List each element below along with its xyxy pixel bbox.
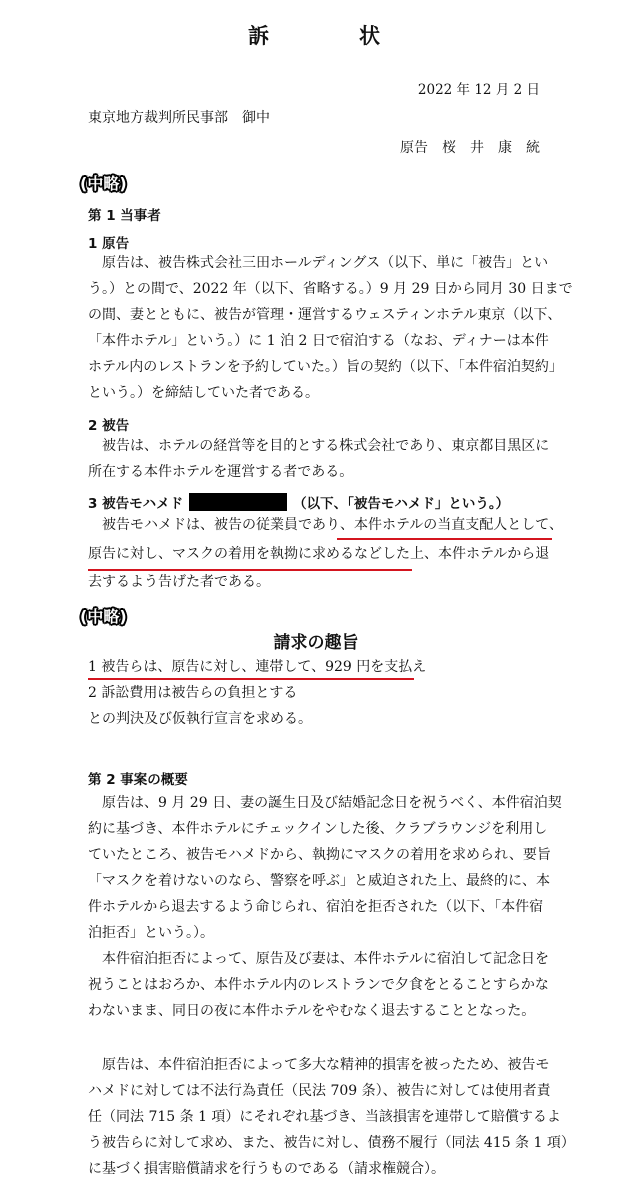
section2-para2-line: 本件宿泊拒否によって、原告及び妻は、本件ホテルに宿泊して記念日を [102, 951, 550, 967]
claims-heading: 請求の趣旨 [273, 633, 359, 653]
sub1-line: 「本件ホテル」という。）に 1 泊 2 日で宿泊する（なお、ディナーは本件 [88, 333, 549, 349]
section2-para1-line: ていたところ、被告モハメドから、執拗にマスクの着用を求められ、要旨 [88, 847, 551, 863]
sub3-heading-post: （以下、「被告モハメド」という。） [293, 496, 510, 512]
title-char-left: 訴 [248, 23, 273, 48]
sub2-heading: 2 被告 [88, 418, 130, 434]
claims-closing: との判決及び仮執行宣言を求める。 [88, 711, 312, 727]
section2-para1-line: 件ホテルから退去するよう命じられ、宿泊を拒否された（以下、「本件宿 [88, 899, 544, 915]
section2-para2-line: わないまま、同日の夜に本件ホテルをやむなく退去することとなった。 [88, 1003, 536, 1019]
sub3-line: 原告に対し、マスクの着用を執拗に求めるなどした上、本件ホテルから退 [88, 546, 550, 562]
sub1-line: という。）を締結していた者である。 [88, 385, 319, 401]
plaintiff-name: 原告 桜 井 康 統 [400, 140, 540, 156]
sub2-line: 被告は、ホテルの経営等を目的とする株式会社であり、東京都目黒区に [102, 438, 550, 454]
red-underline [337, 538, 552, 540]
sub2-line: 所在する本件ホテルを運営する者である。 [88, 464, 354, 480]
claim-item-1: 1 被告らは、原告に対し、連帯して、929 円を支払え [88, 659, 427, 675]
filing-date: 2022 年 12 月 2 日 [417, 82, 540, 98]
court-addressee: 東京地方裁判所民事部 御中 [88, 110, 270, 126]
section2-para1-line: 原告は、9 月 29 日、妻の誕生日及び結婚記念日を祝うべく、本件宿泊契 [102, 795, 562, 811]
omitted-marker-2: (中略) [80, 607, 127, 626]
section2-para1-line: 「マスクを着けないのなら、警察を呼ぶ」と威迫された上、最終的に、本 [88, 873, 550, 889]
omitted-marker-1: (中略) [80, 174, 127, 193]
section2-para3-line: 原告は、本件宿泊拒否によって多大な精神的損害を被ったため、被告モ [102, 1057, 550, 1073]
claim-item-2: 2 訴訟費用は被告らの負担とする [88, 685, 298, 701]
sub1-line: の間、妻とともに、被告が管理・運営するウェスティンホテル東京（以下、 [88, 307, 562, 323]
sub3-heading-pre: 3 被告モハメド [88, 496, 184, 512]
section2-para1-line: 約に基づき、本件ホテルにチェックインした後、クラブラウンジを利用し [88, 821, 548, 837]
sub3-line: 被告モハメドは、被告の従業員であり、本件ホテルの当直支配人として、 [102, 517, 564, 533]
sub1-line: 原告は、被告株式会社三田ホールディングス（以下、単に「被告」とい [102, 255, 549, 271]
sub3-heading [88, 492, 509, 512]
sub3-line: 去するよう告げた者である。 [88, 574, 270, 590]
section2-para3-line: に基づく損害賠償請求を行うものである（請求権競合）。 [88, 1161, 445, 1177]
redaction-bar [189, 493, 287, 511]
section2-para3-line: う被告らに対して求め、また、被告に対し、債務不履行（同法 415 条 1 項） [88, 1135, 575, 1151]
sub1-line: う。）との間で、2022 年（以下、省略する。）9 月 29 日から同月 30 日まで [88, 281, 573, 297]
document-title [0, 20, 632, 50]
section2-heading: 第 2 事案の概要 [88, 772, 188, 788]
section2-para3-line: ハメドに対しては不法行為責任（民法 709 条）、被告に対しては使用者責 [88, 1083, 551, 1099]
sub1-line: ホテル内のレストランを予約していた。）旨の契約（以下、「本件宿泊契約」 [88, 359, 563, 375]
section2-para2-line: 祝うことはおろか、本件ホテル内のレストランで夕食をとることすらかな [88, 977, 549, 993]
section1-heading: 第 1 当事者 [88, 208, 161, 224]
sub1-heading: 1 原告 [88, 236, 130, 252]
section2-para1-line: 泊拒否」という。）。 [88, 925, 214, 941]
title-char-right: 状 [359, 23, 384, 48]
section2-para3-line: 任（同法 715 条 1 項）にそれぞれ基づき、当該損害を連帯して賠償するよ [88, 1109, 561, 1125]
